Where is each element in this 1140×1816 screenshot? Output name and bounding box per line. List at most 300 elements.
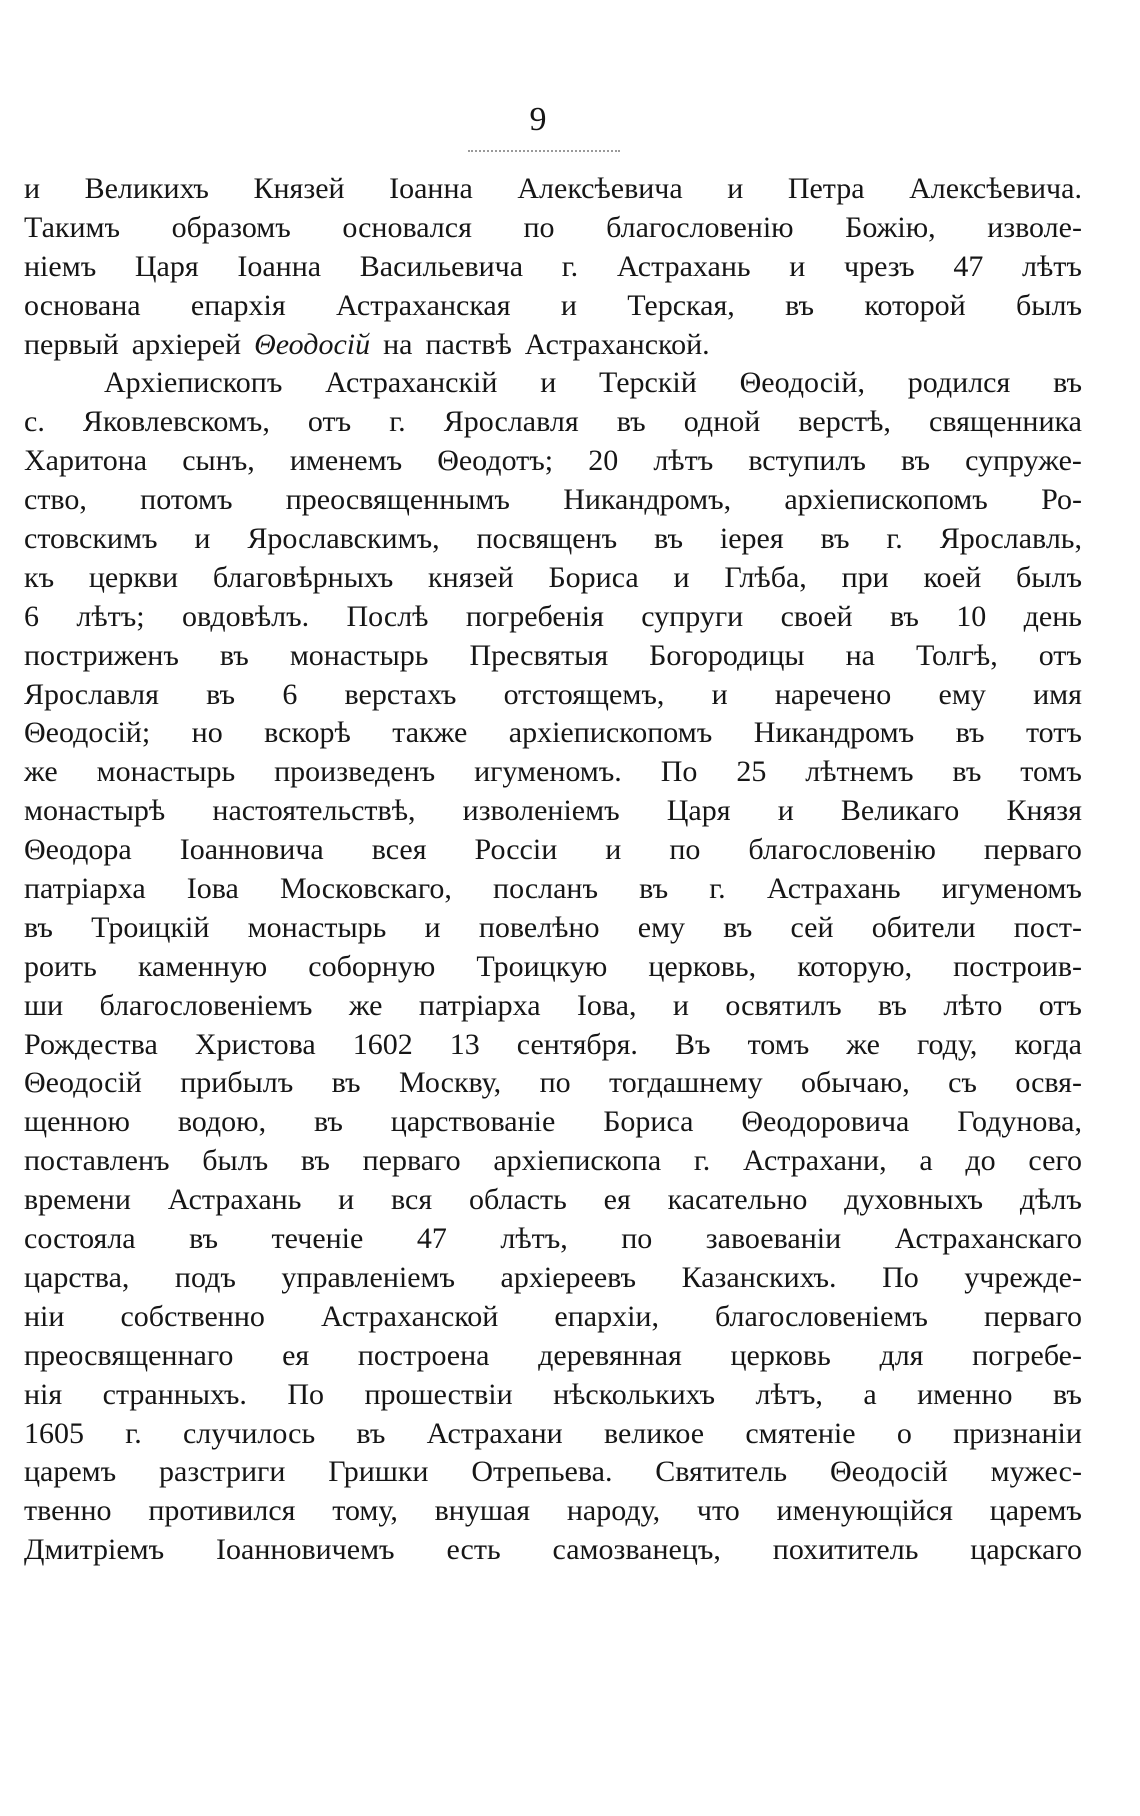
word: ему — [938, 677, 986, 711]
word: потомъ — [140, 483, 233, 517]
word: архіерей — [131, 327, 242, 361]
word: былъ — [202, 1144, 269, 1178]
text-line — [24, 637, 1082, 676]
word: сего — [1028, 1144, 1082, 1178]
word: повелѣно — [478, 910, 600, 944]
word: до — [965, 1144, 996, 1178]
word: въ — [300, 1144, 330, 1178]
word: благословеніемъ — [99, 988, 313, 1022]
word: г. — [125, 1416, 142, 1450]
word: область — [468, 1183, 567, 1217]
word: настоятельствѣ, — [212, 794, 416, 828]
word: царскаго — [970, 1533, 1082, 1567]
word: ему — [637, 910, 686, 944]
word: именемъ — [289, 444, 403, 478]
word: первый — [24, 327, 119, 361]
word: дѣлъ — [1019, 1183, 1082, 1217]
word: Глѣба, — [724, 560, 807, 594]
word: произведенъ — [274, 755, 436, 789]
word: коей — [923, 560, 982, 594]
word: лѣтъ, — [500, 1222, 568, 1256]
word: овдовѣлъ. — [181, 599, 310, 633]
text-line — [24, 1064, 1082, 1103]
word: перваго — [983, 1299, 1082, 1333]
word: по — [523, 210, 555, 244]
word: Князя — [1006, 794, 1082, 828]
word: странныхъ. — [102, 1377, 247, 1411]
word: Троицкій — [91, 910, 210, 944]
word: Христова — [194, 1027, 316, 1061]
word: въ — [901, 444, 930, 478]
word: царемъ — [989, 1494, 1082, 1528]
word: епархія — [190, 288, 286, 322]
word: Пресвятыя — [469, 638, 609, 672]
word: вскорѣ — [264, 716, 351, 750]
word: ея — [282, 1338, 310, 1372]
word: сентября. — [516, 1027, 638, 1061]
word: Θеодосій; — [24, 716, 151, 750]
word: Яковлевскомъ, — [82, 405, 270, 439]
word: церкви — [88, 560, 179, 594]
text-line — [24, 520, 1082, 559]
word: въ — [24, 910, 53, 944]
word: построив- — [953, 949, 1082, 983]
word: же — [348, 988, 383, 1022]
word: По — [660, 755, 698, 789]
word: Іова — [186, 872, 239, 906]
word: и — [424, 910, 441, 944]
text-line — [24, 1181, 1082, 1220]
word: Ярославля — [24, 677, 159, 711]
word: Послѣ — [346, 599, 429, 633]
word: Бориса — [548, 560, 639, 594]
word: г. — [886, 522, 903, 556]
text-line — [24, 559, 1082, 598]
word: при — [841, 560, 889, 594]
word: Алексѣевича. — [909, 172, 1082, 205]
word: и — [560, 288, 577, 322]
word: отстоящемъ, — [503, 677, 665, 711]
text-line — [24, 1220, 1082, 1259]
word: патріарха — [24, 872, 146, 906]
word: поставленъ — [24, 1144, 170, 1178]
word: По — [287, 1377, 324, 1411]
text-line — [24, 792, 1082, 831]
word: роить — [24, 949, 97, 983]
word: признаніи — [953, 1416, 1082, 1450]
word: и — [711, 677, 728, 711]
word: и — [605, 833, 622, 867]
word: 1605 — [24, 1416, 84, 1450]
word: а — [919, 1144, 933, 1178]
word: а — [863, 1377, 877, 1411]
word: царства, — [24, 1260, 130, 1294]
word: образомъ — [171, 210, 291, 244]
word: погребенія — [465, 599, 604, 633]
text-line — [24, 1415, 1082, 1454]
word: По — [882, 1260, 919, 1294]
page-number: 9 — [529, 101, 547, 138]
word: изволе- — [987, 210, 1082, 244]
word: благословенію — [748, 833, 936, 867]
word: именующійся — [776, 1494, 953, 1528]
word: внушая — [434, 1494, 531, 1528]
word: нѣсколькихъ — [553, 1377, 716, 1411]
word: лѣтъ — [1022, 249, 1082, 283]
word: 25 — [736, 755, 767, 789]
word: въ — [356, 1416, 386, 1450]
word: Θеодора — [24, 833, 132, 867]
word: твенно — [24, 1494, 112, 1528]
word: Астраханской. — [524, 327, 710, 361]
word: есть — [446, 1533, 501, 1567]
word: отъ — [1038, 638, 1082, 672]
word: тотъ — [1025, 716, 1082, 750]
word: и — [338, 1183, 355, 1217]
word: вся — [391, 1183, 433, 1217]
word: въ — [1052, 1377, 1082, 1411]
word: Въ — [674, 1027, 711, 1061]
text-line — [24, 287, 1082, 326]
page-number-rule — [468, 150, 620, 152]
word: въ — [723, 910, 753, 944]
text-line — [24, 209, 1082, 248]
text-line — [24, 831, 1082, 870]
word: монастырѣ — [24, 794, 166, 828]
word: Гришки — [328, 1455, 429, 1489]
word: великое — [603, 1416, 705, 1450]
word: по — [669, 833, 701, 867]
word: похититель — [772, 1533, 919, 1567]
text-line — [24, 248, 1082, 287]
word: Харитона — [24, 444, 148, 478]
word: въ — [785, 288, 815, 322]
word: Отрепьева. — [471, 1455, 613, 1489]
word: Θеодосій — [24, 1066, 142, 1100]
text-line — [24, 442, 1082, 481]
word: въ — [955, 716, 985, 750]
word: обители — [871, 910, 976, 944]
word: Москву, — [398, 1066, 502, 1100]
word: Святитель — [655, 1455, 788, 1489]
word: церковь — [730, 1338, 831, 1372]
word: Терская, — [627, 288, 735, 322]
word: но — [191, 716, 223, 750]
word: въ — [820, 522, 850, 556]
word: и — [777, 794, 794, 828]
word: собственно — [120, 1299, 265, 1333]
word: Астрахань — [616, 249, 751, 283]
word: Астраханскій — [325, 366, 498, 400]
word: игуменомъ. — [474, 755, 622, 789]
word: лѣто — [943, 988, 1003, 1022]
word: и — [789, 249, 806, 283]
word: преосвященнымъ — [285, 483, 510, 517]
word: Дмитріемъ — [24, 1533, 165, 1567]
word: лѣтъ — [653, 444, 714, 478]
word: также — [392, 716, 468, 750]
text-line — [24, 948, 1082, 987]
word: архіепископа — [493, 1144, 662, 1178]
word: Астраханская — [336, 288, 511, 322]
word: Россіи — [474, 833, 558, 867]
word: построена — [357, 1338, 490, 1372]
word: родился — [907, 366, 1011, 400]
word: Божію, — [845, 210, 936, 244]
word: которой — [864, 288, 966, 322]
word: былъ — [1016, 560, 1082, 594]
word: Троицкую — [476, 949, 608, 983]
text-line — [24, 870, 1082, 909]
word: паствѣ — [425, 327, 512, 361]
word: завоеваніи — [705, 1222, 842, 1256]
word: игуменомъ — [941, 872, 1082, 906]
word: стовскимъ — [24, 522, 158, 556]
word: и — [673, 560, 690, 594]
word: томъ — [1020, 755, 1082, 789]
word: прошествіи — [364, 1377, 513, 1411]
word: верстахъ — [344, 677, 457, 711]
word: ніи — [24, 1299, 65, 1333]
word: Архіепископъ — [104, 366, 283, 400]
word: г. — [561, 249, 579, 283]
word: соборную — [308, 949, 436, 983]
text-line — [24, 753, 1082, 792]
word: на — [845, 638, 875, 672]
word: Ро- — [1041, 483, 1082, 517]
word: въ — [331, 1066, 361, 1100]
word: противился — [148, 1494, 296, 1528]
word: перваго — [362, 1144, 461, 1178]
word: Казанскихъ. — [681, 1260, 837, 1294]
word: Годунова, — [957, 1105, 1082, 1139]
word: духовныхъ — [844, 1183, 984, 1217]
word: Астрахань — [167, 1183, 302, 1217]
word: благовѣрныхъ — [212, 560, 394, 594]
word: Θеодотъ; — [437, 444, 554, 478]
word: съ — [948, 1066, 977, 1100]
word: отъ — [1038, 988, 1082, 1022]
body-text — [24, 170, 1082, 1570]
word: Терскій — [599, 366, 697, 400]
word: освятилъ — [725, 988, 842, 1022]
word: въ — [889, 599, 919, 633]
word: и — [727, 172, 744, 205]
word: сей — [790, 910, 834, 944]
word: народу, — [566, 1494, 661, 1528]
word: 1602 — [352, 1027, 413, 1061]
word: Великаго — [840, 794, 960, 828]
word: іерея — [719, 522, 784, 556]
word: лѣтъ, — [755, 1377, 823, 1411]
word: Астрахань — [766, 872, 901, 906]
word: вступилъ — [748, 444, 866, 478]
word: самозванецъ, — [552, 1533, 721, 1567]
word: которую, — [797, 949, 913, 983]
word: ея — [603, 1183, 631, 1217]
word: супруги — [641, 599, 744, 633]
word: въ — [654, 522, 683, 556]
word: Іоанновичемъ — [216, 1533, 395, 1567]
word: же — [24, 755, 58, 789]
word: архіепископомъ — [508, 716, 713, 750]
word: Царя — [666, 794, 731, 828]
word: Θеодоровича — [741, 1105, 910, 1139]
word: Θеодосій — [829, 1455, 948, 1489]
word: Іоанна — [237, 249, 322, 283]
word: ши — [24, 988, 64, 1022]
word: и — [24, 172, 41, 205]
word: на — [383, 327, 413, 361]
text-line — [24, 1103, 1082, 1142]
word: благословенію — [606, 210, 794, 244]
word: Астраханской — [320, 1299, 499, 1333]
word: Астрахани — [426, 1416, 563, 1450]
word: нія — [24, 1377, 63, 1411]
word: Θеодосій — [254, 327, 371, 361]
word: Іоанновича — [179, 833, 324, 867]
text-line — [24, 676, 1082, 715]
word: Рождества — [24, 1027, 158, 1061]
text-line — [24, 598, 1082, 637]
word: Великихъ — [84, 172, 209, 205]
word: чрезъ — [844, 249, 915, 283]
word: 10 — [956, 599, 987, 633]
word: наречено — [774, 677, 892, 711]
word: Ярославскимъ, — [247, 522, 440, 556]
word: погребе- — [972, 1338, 1082, 1372]
word: перваго — [983, 833, 1082, 867]
word: благословеніемъ — [715, 1299, 928, 1333]
word: сынъ, — [182, 444, 255, 478]
word: царемъ — [24, 1455, 117, 1489]
word: 47 — [953, 249, 984, 283]
word: смятеніе — [745, 1416, 856, 1450]
word: случилось — [182, 1416, 316, 1450]
word: священника — [929, 405, 1082, 439]
word: царствованіе — [390, 1105, 556, 1139]
word: и — [194, 522, 211, 556]
word: одной — [683, 405, 761, 439]
text-line — [24, 326, 1082, 365]
word: въ — [219, 638, 249, 672]
word: тогдашнему — [609, 1066, 763, 1100]
word: день — [1023, 599, 1082, 633]
text-line — [24, 987, 1082, 1026]
word: церковь, — [648, 949, 757, 983]
word: постриженъ — [24, 638, 179, 672]
word: монастырь — [247, 910, 387, 944]
text-line — [24, 1376, 1082, 1415]
word: Θеодосій, — [739, 366, 865, 400]
text-line — [24, 1142, 1082, 1181]
text-line — [24, 909, 1082, 948]
word: г. — [709, 872, 726, 906]
word: отъ — [307, 405, 352, 439]
word: основался — [342, 210, 472, 244]
text-line — [24, 1492, 1082, 1531]
word: 6 — [24, 599, 39, 633]
text-line — [24, 1531, 1082, 1570]
word: с. — [24, 405, 45, 439]
word: Московскаго, — [280, 872, 452, 906]
word: каменную — [137, 949, 268, 983]
word: для — [879, 1338, 924, 1372]
word: освя- — [1015, 1066, 1082, 1100]
word: деревянная — [538, 1338, 682, 1372]
word: въ — [639, 872, 669, 906]
text-line — [24, 714, 1082, 753]
word: ніемъ — [24, 249, 97, 283]
word: 13 — [449, 1027, 480, 1061]
word: водою, — [177, 1105, 267, 1139]
word: верстѣ, — [798, 405, 891, 439]
word: состояла — [24, 1222, 136, 1256]
text-line — [24, 1298, 1082, 1337]
word: Бориса — [603, 1105, 694, 1139]
word: посвященъ — [476, 522, 618, 556]
word: прибылъ — [180, 1066, 294, 1100]
word: мужес- — [990, 1455, 1082, 1489]
word: лѣтъ; — [76, 599, 145, 633]
word: всея — [371, 833, 427, 867]
word: основана — [24, 288, 141, 322]
word: и — [672, 988, 689, 1022]
word: Васильевича — [359, 249, 524, 283]
word: по — [539, 1066, 571, 1100]
text-line — [24, 1026, 1082, 1065]
word: управленіемъ — [281, 1260, 456, 1294]
word: по — [621, 1222, 653, 1256]
word: въ — [1053, 366, 1082, 400]
word: Алексѣевича — [517, 172, 683, 205]
word: изволеніемъ — [462, 794, 620, 828]
word: Іова, — [576, 988, 637, 1022]
word: посланъ — [493, 872, 599, 906]
text-line — [24, 170, 1082, 209]
word: въ — [616, 405, 646, 439]
word: 47 — [416, 1222, 447, 1256]
word: и — [540, 366, 557, 400]
word: князей — [428, 560, 514, 594]
word: Ярославля — [443, 405, 579, 439]
word: преосвященнаго — [24, 1338, 234, 1372]
word: въ — [878, 988, 907, 1022]
word: именно — [917, 1377, 1013, 1411]
word: Никандромъ, — [563, 483, 732, 517]
word: архіепископомъ — [784, 483, 988, 517]
word: Никандромъ — [753, 716, 915, 750]
word: въ — [189, 1222, 219, 1256]
word: разстриги — [159, 1455, 286, 1489]
word: касательно — [667, 1183, 808, 1217]
word: Іоанна — [389, 172, 473, 205]
word: Богородицы — [649, 638, 805, 672]
word: томъ — [747, 1027, 810, 1061]
word: же — [846, 1027, 880, 1061]
word: Князей — [253, 172, 345, 205]
word: епархіи, — [554, 1299, 659, 1333]
word: ство, — [24, 483, 87, 517]
word: пост- — [1013, 910, 1082, 944]
word: Такимъ — [24, 210, 121, 244]
word: теченіе — [271, 1222, 364, 1256]
word: въ — [206, 677, 236, 711]
word: Астрахани, — [743, 1144, 887, 1178]
word: г. — [389, 405, 406, 439]
word: году, — [916, 1027, 978, 1061]
word: Толгѣ, — [915, 638, 998, 672]
